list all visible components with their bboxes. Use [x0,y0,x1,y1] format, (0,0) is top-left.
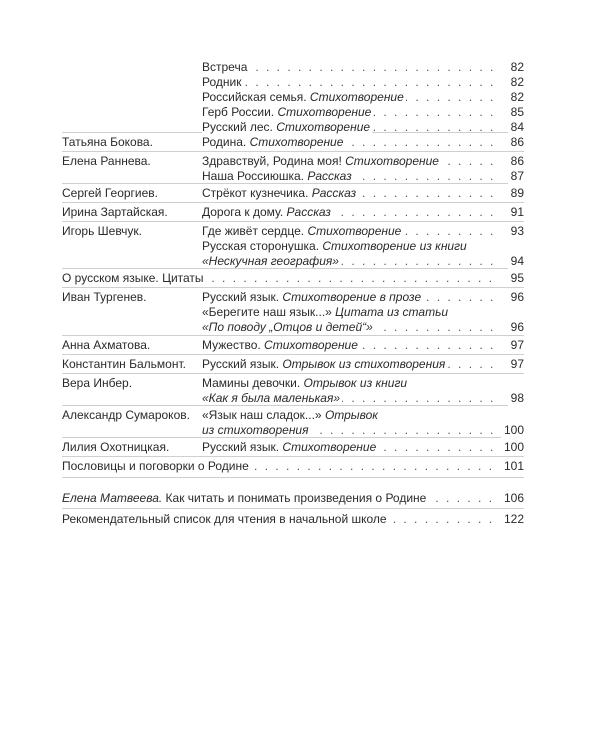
author-name: Игорь Шевчук. [62,224,143,238]
author-name: Татьяна Бокова. [62,135,153,149]
toc-line: Мамины девочки. Отрывок из книги [202,376,408,390]
divider [62,202,524,203]
divider [62,508,524,509]
toc-line: . . . Мужество. Стихотворение 97 [202,338,524,353]
toc-entry-quotes [62,271,524,286]
divider [62,287,524,288]
divider [62,405,524,406]
divider [62,477,524,478]
author-name: Ирина Зартайская. [62,205,168,219]
toc-line: . . . Русский язык. Стихотворение 100 [202,440,524,455]
toc-line: . . . Встреча 82 [202,60,524,75]
toc-line: . . . Русский язык. Стихотворение в прозе 96 [202,290,524,305]
author-name: Лилия Охотницкая. [62,440,170,454]
divider [62,456,524,457]
divider [62,373,524,374]
toc-line: . . . Где живёт сердце. Стихотворение 93 [202,224,524,239]
toc-line: . . . Здравствуй, Родина моя! Стихотворение 86 [202,154,524,169]
toc-line: . . . «Как я была маленькая» 98 [202,391,524,406]
toc-line: «Язык наш сладок...» Отрывок [202,408,378,422]
toc-line: . . . Родина. Стихотворение 86 [202,135,524,150]
divider [62,335,524,336]
toc-entry-proverbs [62,459,524,474]
toc-line: . . . Рекомендательный список для чтения в начальной школе 122 [62,512,524,527]
author-name: Вера Инбер. [62,376,133,390]
divider [62,221,524,222]
toc-line: . . . О русском языке. Цитаты 95 [62,271,524,286]
divider [62,151,524,152]
author-name: Елена Раннева. [62,154,151,168]
divider [62,354,524,355]
toc-line: . . . Родник 82 [202,75,524,90]
divider [62,183,524,184]
toc-line: . . . Дорога к дому. Рассказ 91 [202,205,524,220]
toc-line: . . . Русский лес. Стихотворение 84 [202,120,524,135]
toc-line: . . . Елена Матвеева. Как читать и понимать произведения о Родине 106 [62,491,524,506]
divider [62,437,524,438]
toc-line: «Берегите наш язык...» Цитата из статьи [202,305,449,319]
author-name: Александр Сумароков. [62,408,190,422]
toc-line: . . . Стрёкот кузнечика. Рассказ 89 [202,186,524,201]
toc-line: . . . «По поводу „Отцов и детей“» 96 [202,320,524,335]
toc-line: . . . «Нескучная география» 94 [202,254,524,269]
toc-line: Русская сторонушка. Стихотворение из книги [202,239,467,253]
toc-entry-matveeva [62,491,524,506]
author-name: Анна Ахматова. [62,338,151,352]
toc-entry-reading-list [62,512,524,527]
toc-line: . . . Пословицы и поговорки о Родине 101 [62,459,524,474]
toc-line: . . . Наша Россиюшка. Рассказ 87 [202,169,524,184]
toc-line: . . . из стихотворения 100 [202,423,524,438]
toc-line: . . . Герб России. Стихотворение 85 [202,105,524,120]
author-name: Константин Бальмонт. [62,357,186,371]
toc-line: . . . Российская семья. Стихотворение 82 [202,90,524,105]
author-name: Сергей Георгиев. [62,186,159,200]
toc-line: . . . Русский язык. Отрывок из стихотворения 97 [202,357,524,372]
divider [62,268,524,269]
author-name: Иван Тургенев. [62,290,147,304]
